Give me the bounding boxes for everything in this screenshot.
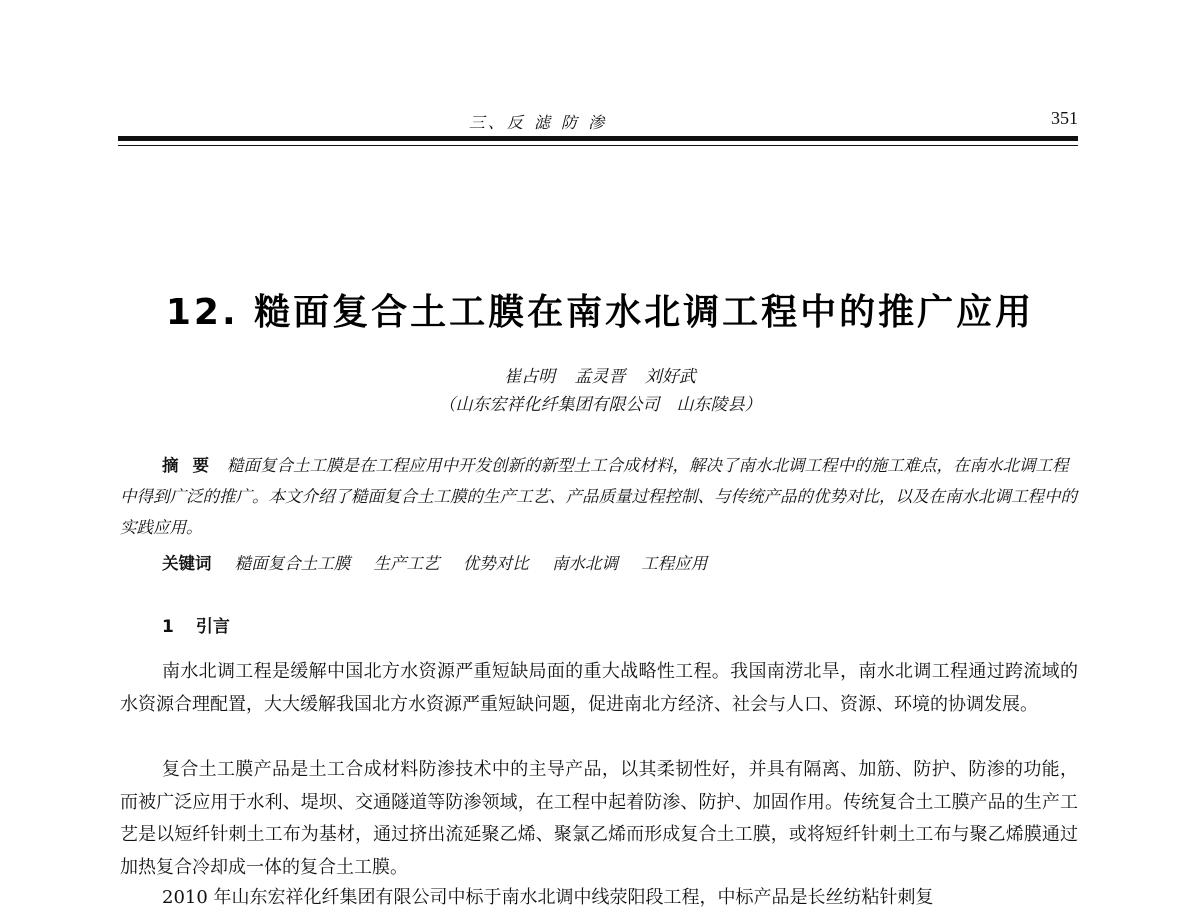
keywords — [162, 550, 1078, 574]
body-paragraph: 南水北调工程是缓解中国北方水资源严重短缺局面的重大战略性工程。我国南涝北旱，南水北调工程通过跨流域的水资源合理配置，大大缓解我国北方水资源严重短缺问题，促进南北方经济、社会与人口、资源、环境的协调发展。 — [120, 661, 1078, 715]
section-title: 引言 — [195, 617, 230, 637]
abstract — [120, 450, 1078, 543]
authors: 崔占明 孟灵晋 刘好武 — [504, 367, 696, 387]
section-number: 1 — [162, 617, 174, 637]
affiliation: （山东宏祥化纤集团有限公司 山东陵县） — [438, 395, 762, 415]
keyword-item: 优势对比 — [462, 554, 529, 573]
body-paragraph: 复合土工膜产品是土工合成材料防渗技术中的主导产品，以其柔韧性好，并具有隔离、加筋、防护、防渗的功能，而被广泛应用于水利、堤坝、交通隧道等防渗领域，在工程中起着防渗、防护、加固作用。传统复合土工膜产品的生产工艺是以短纤针刺土工布为基材，通过挤出流延聚乙烯、聚氯乙烯而形成复合土工膜，或将短纤针刺土工布与聚乙烯膜通过加热复合冷却成一体的复合土工膜。 — [120, 759, 1078, 878]
keyword-item: 工程应用 — [641, 554, 708, 573]
header-rule-thick — [118, 136, 1078, 141]
keyword-item: 糙面复合土工膜 — [234, 554, 351, 573]
page-number: 351 — [1051, 108, 1078, 128]
keyword-item: 南水北调 — [552, 554, 618, 573]
paper-title: 12. 糙面复合土工膜在南水北调工程中的推广应用 — [165, 292, 1035, 333]
body-paragraph: 2010 年山东宏祥化纤集团有限公司中标于南水北调中线荥阳段工程，中标产品是长丝纺粘针刺复 — [162, 887, 934, 908]
abstract-text: 糙面复合土工膜是在工程应用中开发创新的新型土工合成材料，解决了南水北调工程中的施工难点，在南水北调工程中得到广泛的推广。本文介绍了糙面复合土工膜的生产工艺、产品质量过程控制、与传统产品的优势对比，以及在南水北调工程中的实践应用。 — [120, 456, 1077, 537]
section-heading — [162, 612, 230, 637]
abstract-label: 摘要 — [162, 456, 223, 475]
keywords-label: 关键词 — [162, 554, 212, 573]
running-head — [118, 108, 1078, 132]
header-rule-thin — [118, 145, 1078, 146]
running-head-section: 三、反 滤 防 渗 — [468, 113, 608, 132]
keyword-item: 生产工艺 — [373, 554, 440, 573]
